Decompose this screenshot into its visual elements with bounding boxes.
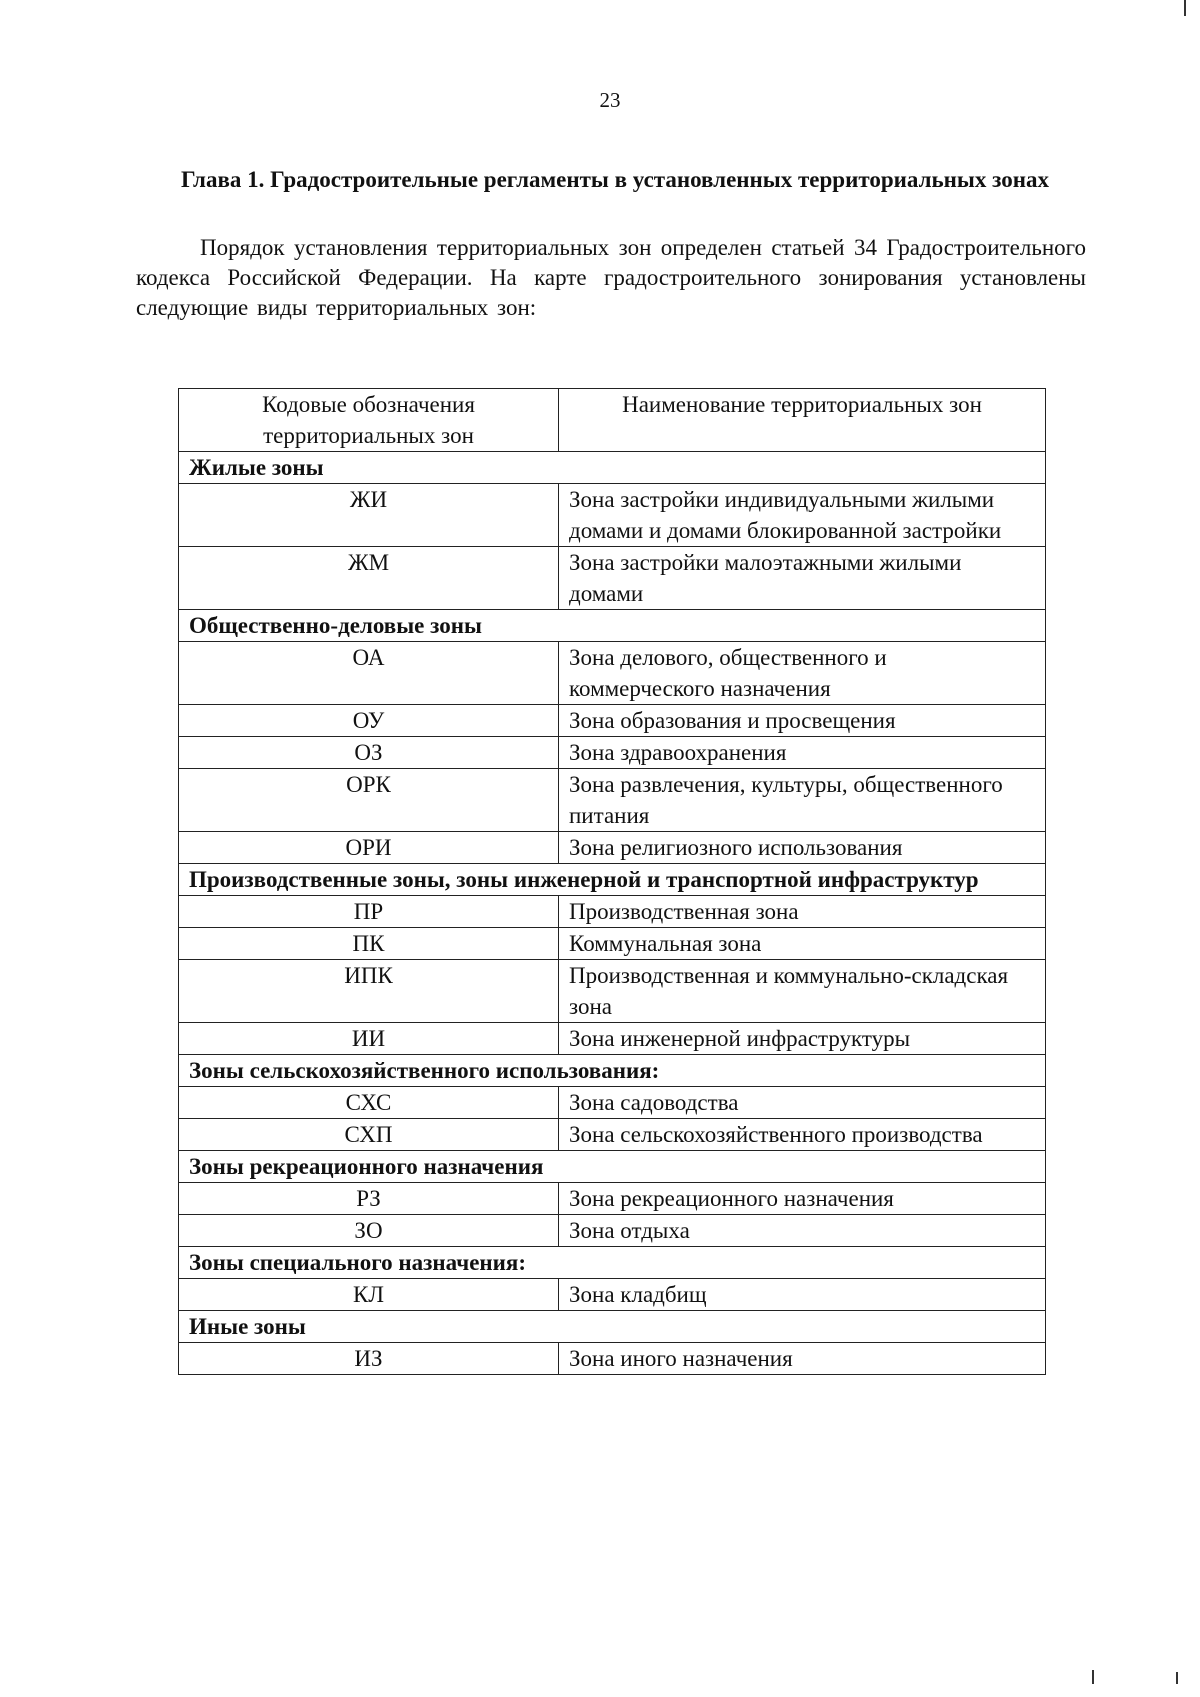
- table-row: [179, 960, 1046, 1023]
- zone-name: Зона инженерной инфраструктуры: [559, 1023, 1046, 1055]
- table-row: [179, 1023, 1046, 1055]
- table-row: [179, 642, 1046, 705]
- table-row: [179, 769, 1046, 832]
- table-row: [179, 484, 1046, 547]
- zone-code: РЗ: [179, 1183, 559, 1215]
- zone-code: ПК: [179, 928, 559, 960]
- group-title: Зоны сельскохозяйственного использования:: [179, 1055, 1046, 1087]
- zone-name: Зона религиозного использования: [559, 832, 1046, 864]
- table-row: [179, 705, 1046, 737]
- table-row: [179, 1215, 1046, 1247]
- zone-code: ОУ: [179, 705, 559, 737]
- group-title: Общественно-деловые зоны: [179, 610, 1046, 642]
- zone-code: КЛ: [179, 1279, 559, 1311]
- intro-paragraph: Порядок установления территориальных зон определен статьей 34 Градостроительного кодекса Российской Федерации. На карте градостроительного зонирования установлены следующие виды территориальных зон:: [136, 235, 1086, 320]
- table-row: [179, 737, 1046, 769]
- zone-name: Зона делового, общественного и коммерческого назначения: [559, 642, 1046, 705]
- table-row: [179, 896, 1046, 928]
- zone-code: ПР: [179, 896, 559, 928]
- table-row: [179, 928, 1046, 960]
- header-name: Наименование территориальных зон: [559, 389, 1046, 452]
- zone-code: ИПК: [179, 960, 559, 1023]
- zone-name: Зона развлечения, культуры, общественного питания: [559, 769, 1046, 832]
- group-row: [179, 1151, 1046, 1183]
- zone-name: Зона отдыха: [559, 1215, 1046, 1247]
- zone-name: Зона сельскохозяйственного производства: [559, 1119, 1046, 1151]
- table-row: [179, 1343, 1046, 1375]
- table-row: [179, 1119, 1046, 1151]
- table-row: [179, 832, 1046, 864]
- zone-code: ОА: [179, 642, 559, 705]
- table-row: [179, 1279, 1046, 1311]
- zone-name: Зона здравоохранения: [559, 737, 1046, 769]
- scan-edge-mark: [1184, 0, 1186, 16]
- group-row: [179, 610, 1046, 642]
- zone-name: Коммунальная зона: [559, 928, 1046, 960]
- zone-name: Производственная зона: [559, 896, 1046, 928]
- group-row: [179, 864, 1046, 896]
- zone-name: Зона иного назначения: [559, 1343, 1046, 1375]
- group-title: Зоны рекреационного назначения: [179, 1151, 1046, 1183]
- zone-name: Зона застройки малоэтажными жилыми домами: [559, 547, 1046, 610]
- group-row: [179, 1311, 1046, 1343]
- page-number: 23: [599, 88, 621, 112]
- zone-code: ЗО: [179, 1215, 559, 1247]
- zone-name: Зона образования и просвещения: [559, 705, 1046, 737]
- table-header-row: [179, 389, 1046, 452]
- zone-code: ОРИ: [179, 832, 559, 864]
- scan-edge-mark: [1092, 1670, 1094, 1684]
- zone-name: Производственная и коммунально-складская зона: [559, 960, 1046, 1023]
- zone-code: ИИ: [179, 1023, 559, 1055]
- zone-code: ЖИ: [179, 484, 559, 547]
- zone-name: Зона садоводства: [559, 1087, 1046, 1119]
- group-title: Жилые зоны: [179, 452, 1046, 484]
- header-code: Кодовые обозначения территориальных зон: [179, 389, 559, 452]
- group-row: [179, 1055, 1046, 1087]
- group-row: [179, 452, 1046, 484]
- zone-name: Зона застройки индивидуальными жилыми домами и домами блокированной застройки: [559, 484, 1046, 547]
- group-row: [179, 1247, 1046, 1279]
- zone-name: Зона рекреационного назначения: [559, 1183, 1046, 1215]
- zone-code: ЖМ: [179, 547, 559, 610]
- zone-code: СХС: [179, 1087, 559, 1119]
- zones-table: [178, 388, 1046, 1375]
- table-row: [179, 1183, 1046, 1215]
- table-row: [179, 1087, 1046, 1119]
- scan-edge-mark: [1176, 1672, 1178, 1684]
- group-title: Производственные зоны, зоны инженерной и транспортной инфраструктур: [179, 864, 1046, 896]
- zone-code: ИЗ: [179, 1343, 559, 1375]
- zone-code: СХП: [179, 1119, 559, 1151]
- group-title: Иные зоны: [179, 1311, 1046, 1343]
- zone-name: Зона кладбищ: [559, 1279, 1046, 1311]
- zone-code: ОРК: [179, 769, 559, 832]
- group-title: Зоны специального назначения:: [179, 1247, 1046, 1279]
- chapter-heading: Глава 1. Градостроительные регламенты в установленных территориальных зонах: [181, 167, 1049, 192]
- table-row: [179, 547, 1046, 610]
- zone-code: ОЗ: [179, 737, 559, 769]
